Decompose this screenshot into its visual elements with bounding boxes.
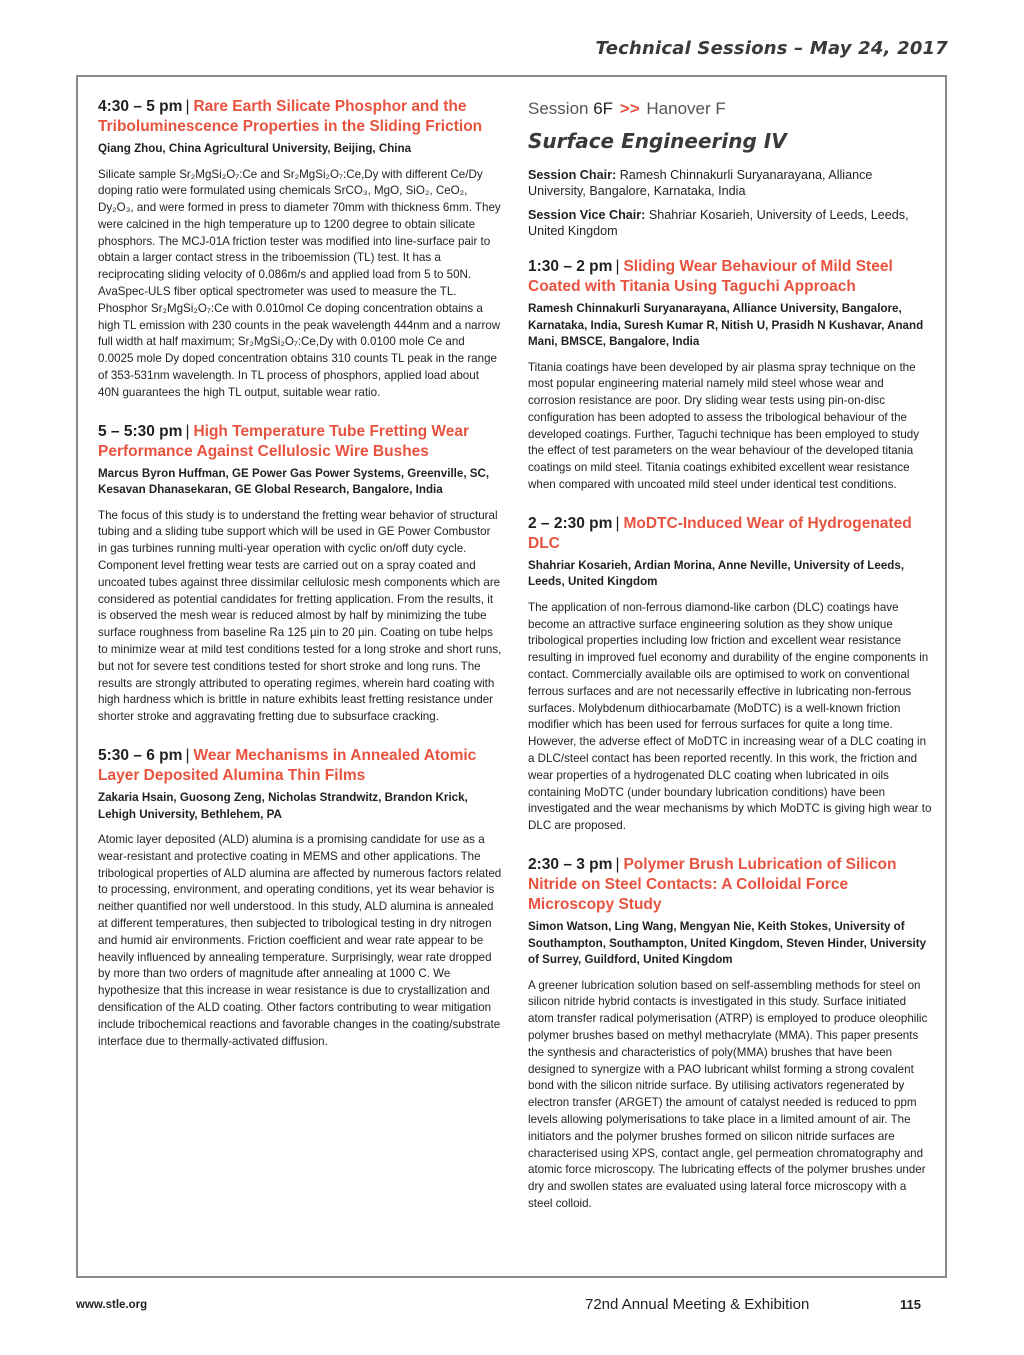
talk-abstract: The focus of this study is to understand the fretting wear behavior of structural tubing and a sliding tube support which will be used in GE Power Combustor in gas turbines running multi-year operation with cyclic on/off duty cycle. Component level fretting wear tests are carried out on a spray coated and uncoated tubes against three dissimilar cellulosic mesh components which are considered as potential candidates for fretting application. From the results, it is observed the mesh wear is reduced almost by half by minimizing the tube surface roughness from baseline Ra 125 µin to 20 µin. Coating on tube helps to minimize wear at mild test conditions tested for a long stroke and short runs, but not for severe test conditions tested for short stroke and long runs. The results are strongly attributed to operating regimes, wherein hard coating with high hardness which is brittle in nature exhibits least fretting resistance under shorter stroke and aggravating fretting due to subsurface cracking.: [98, 508, 502, 724]
talk-authors: Zakaria Hsain, Guosong Zeng, Nicholas Strandwitz, Brandon Krick, Lehigh University, Bethlehem, PA: [98, 791, 468, 821]
talk-authors: Shahriar Kosarieh, Ardian Morina, Anne Neville, University of Leeds, Leeds, United Kingdom: [528, 558, 905, 589]
session-heading: [528, 99, 933, 119]
separator: |: [615, 856, 620, 874]
talk-entry: [98, 422, 502, 726]
footer-url[interactable]: www.stle.org: [76, 1299, 148, 1311]
talk-time: 5 – 5:30 pm: [98, 422, 183, 440]
talk-time: 2 – 2:30 pm: [528, 514, 613, 532]
separator: |: [615, 514, 620, 532]
talk-authors: Qiang Zhou, China Agricultural University, Beijing, China: [98, 142, 412, 155]
talk-authors: Simon Watson, Ling Wang, Mengyan Nie, Keith Stokes, University of Southampton, Southampton, United Kingdom, Steven Hinder, University of Surrey, Guildford, United Kingdom: [528, 920, 927, 967]
talk-abstract: The application of non-ferrous diamond-like carbon (DLC) coatings have become an attractive surface engineering solution as they show unique tribological properties including low friction and excellent wear resistance resulting in improved fuel economy and durability of the engine components in contact. Commercially available oils are optimised to work on conventional ferrous surfaces and are not necessarily effective in lubricating non-ferrous surfaces. Molybdenum dithiocarbamate (MoDTC) is a well-known friction modifier which has been used for ferrous surfaces for quite a long time. However, the adverse effect of MoDTC in increasing wear of a DLC coating in a DLC/steel contact has been reported recently. In this work, the friction and wear properties of a hydrogenated DLC coating when lubricated in oils containing MoDTC (under boundary lubrication conditions) have been investigated and the wear mechanisms by which MoDTC is giving high wear to DLC are proposed.: [528, 600, 932, 833]
talk-time: 4:30 – 5 pm: [98, 98, 183, 115]
talk-entry: [98, 746, 502, 1050]
talk-abstract: Atomic layer deposited (ALD) alumina is a promising candidate for use as a wear-resistant and protective coating in MEMS and other applications. The tribological properties of ALD alumina are affected by numerous factors related to processing, environment, and operating conditions, yet its wear behavior is neither quantified nor well understood. In this study, ALD alumina is annealed at different temperatures, then subjected to tribological testing in dry nitrogen and humid air environments. Friction coefficient and wear rate appear to be heavily influenced by annealing temperature. Surprisingly, wear rate dropped by more than two orders of magnitude after annealing at 1000 C. We hypothesize that this increase in wear resistance is due to crystallization and densification of the ALD coating. Other factors contributing to wear mitigation include tribochemical reactions and favorable changes in the coating/substrate interface due to thermally-activated diffusion.: [98, 833, 502, 1048]
talk-heading: [528, 855, 933, 915]
session-title: Surface Engineering IV: [528, 129, 787, 153]
vice-chair-name: Shahriar Kosarieh, University of Leeds, Leeds, United Kingdom: [528, 208, 909, 238]
separator: |: [185, 98, 190, 115]
chair-label: Session Chair:: [528, 168, 617, 182]
content-frame: [76, 75, 947, 1278]
talk-abstract: A greener lubrication solution based on self-assembling methods for steel on silicon nitride hybrid contacts is investigated in this study. Surface initiated atom transfer radical polymerisation (ATRP) is employed to produce oleophilic polymer brushes based on methyl methacrylate (MMA). This paper presents the synthesis and characteristics of poly(MMA) brushes that have been designed to synergize with a PAO lubricant whilst forming a strong covalent bond with the silicon nitride surface. By utilising activators regenerated by electron transfer (ARGET) the amount of catalyst needed is reduced to ppm levels allowing polymerisations to take place in a limited amount of air. The initiators and the polymer brushes formed on silicon nitride surfaces are characterised using XPS, contact angle, gel permeation chromatography and atomic force microscopy. The lubricating effects of the polymer brushes under dry and swollen states are evaluated using lateral force microscopy with a steel colloid.: [528, 978, 928, 1210]
footer-event-name: 72nd Annual Meeting & Exhibition: [585, 1296, 810, 1313]
talk-heading: [98, 746, 502, 786]
session-room: Hanover F: [646, 99, 726, 118]
session-number: 6F: [593, 99, 614, 118]
right-column: [528, 97, 933, 1233]
session-chair: [528, 167, 933, 199]
talk-entry: [98, 97, 502, 402]
talk-time: 1:30 – 2 pm: [528, 258, 613, 275]
talk-abstract: Titania coatings have been developed by air plasma spray technique on the most popular engineering material namely mild steel whose wear and corrosion resistance are poor. Dry sliding wear tests using pin-on-disc configuration has been adopted to assess the tribological behaviour of the developed coatings. Further, Taguchi technique has been employed to study the effect of test parameters on the wear behaviour of the developed titania coatings on mild steel. Titania coatings exhibited excellent wear resistance when compared with uncoated mild steel under identical test conditions.: [528, 360, 920, 492]
running-header: Technical Sessions – May 24, 2017: [595, 38, 948, 59]
talk-title: MoDTC-Induced Wear of Hydrogenated DLC: [528, 514, 912, 552]
talk-time: 2:30 – 3 pm: [528, 856, 613, 874]
talk-authors: Marcus Byron Huffman, GE Power Gas Power Systems, Greenville, SC, Kesavan Dhanasekaran, GE Global Research, Bangalore, India: [98, 466, 490, 497]
vice-chair-label: Session Vice Chair:: [528, 208, 646, 222]
talk-heading: [528, 514, 933, 554]
separator: |: [615, 258, 620, 275]
talk-time: 5:30 – 6 pm: [98, 747, 183, 765]
chair-name: Ramesh Chinnakurli Suryanarayana, Alliance University, Bangalore, Karnataka, India: [528, 168, 873, 198]
talk-heading: [528, 257, 933, 297]
talk-entry: [528, 514, 933, 835]
separator: |: [185, 747, 190, 765]
talk-abstract: Silicate sample Sr₂MgSi₂O₇:Ce and Sr₂MgSi₂O₇:Ce,Dy with different Ce/Dy doping ratio were formulated using chemicals SrCO₃, MgO, SiO₂, CeO₂, Dy₂O₃, and were formed in press to diameter 70mm with thickness 6mm. They were calcined in the high temperature up to 1200 degree to obtain silicate phosphors. The MCJ-01A friction tester was modified into line-surface pair to obtain a larger contact stress in the triboemission (TL) test. It has a reciprocating sliding velocity of 0.086m/s and applied load from 5 to 50N. AvaSpec-ULS fiber optical spectrometer was used to measure the TL. Phosphor Sr₂MgSi₂O₇:Ce with 0.010mol Ce doping concentration obtains a high TL emission with 230 counts in the peak wavelength 444nm and a narrow full width at half maximum; Sr₂MgSi₂O₇:Ce,Dy with 0.0100 mole Ce and 0.0025 mole Dy doped concentration obtains 310 counts TL peak in the range of 353-531nm wavelength. In TL process of phosphors, applied load about 40N guarantees the high TL output, suitable wear ratio.: [98, 167, 501, 399]
page-number: 115: [900, 1297, 921, 1312]
talk-heading: [98, 97, 502, 137]
talk-title: High Temperature Tube Fretting Wear Performance Against Cellulosic Wire Bushes: [98, 422, 470, 460]
left-column: [98, 97, 502, 1070]
chevron-right-icon: >>: [619, 99, 640, 118]
talk-title: Sliding Wear Behaviour of Mild Steel Coated with Titania Using Taguchi Approach: [528, 258, 893, 295]
session-prefix: Session: [528, 99, 589, 118]
talk-authors: Ramesh Chinnakurli Suryanarayana, Alliance University, Bangalore, Karnataka, India, Suresh Kumar R, Nitish U, Prasidh N Kushavar, Anand Mani, BMSCE, Bangalore, India: [528, 302, 924, 348]
talk-entry: [528, 257, 933, 494]
session-chairs: [528, 167, 933, 239]
separator: |: [185, 422, 190, 440]
talk-title: Polymer Brush Lubrication of Silicon Nitride on Steel Contacts: A Colloidal Force Microscopy Study: [528, 856, 897, 914]
talk-title: Wear Mechanisms in Annealed Atomic Layer Deposited Alumina Thin Films: [98, 747, 477, 785]
talk-entry: [528, 855, 933, 1213]
talk-heading: [98, 422, 502, 462]
session-vice-chair: [528, 207, 933, 239]
talk-title: Rare Earth Silicate Phosphor and the Triboluminescence Properties in the Sliding Friction: [98, 98, 483, 135]
